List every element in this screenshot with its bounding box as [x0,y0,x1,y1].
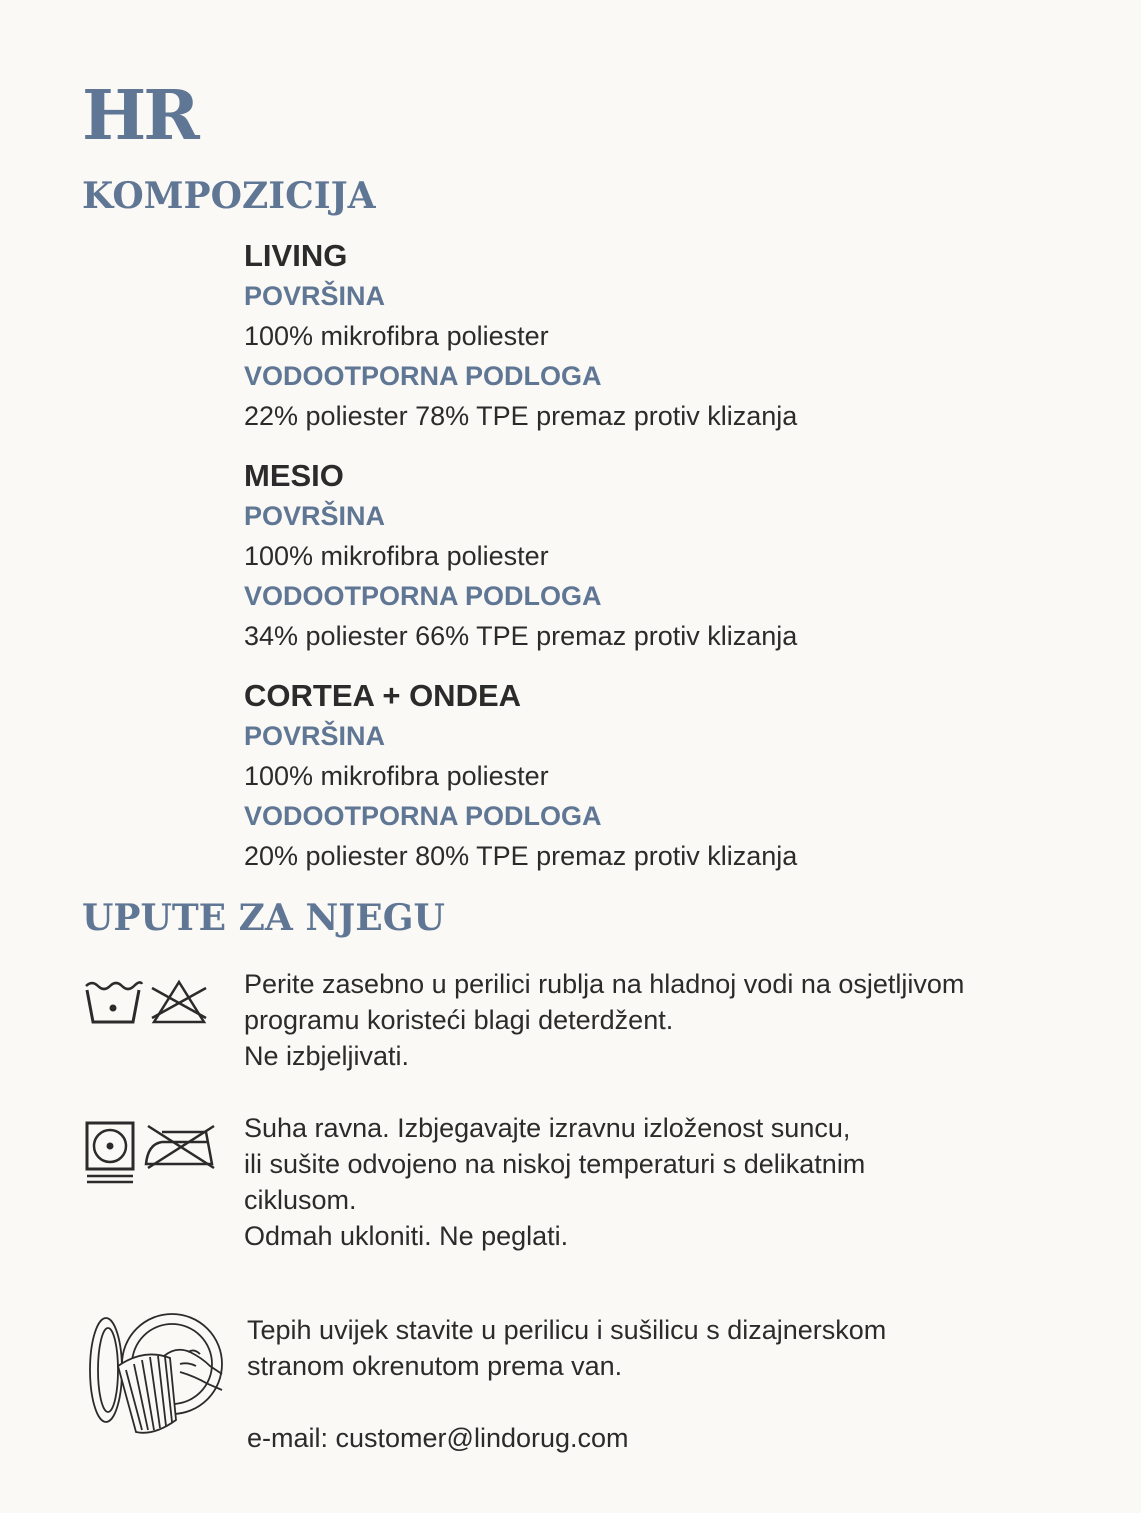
care-line: Tepih uvijek stavite u perilicu i sušilicu s dizajnerskom [247,1315,887,1345]
product-name: LIVING [244,238,348,273]
no-bleach-icon [148,978,210,1028]
care-line: ili sušite odvojeno na niskoj temperaturi s delikatnim [244,1149,866,1179]
care-line: Odmah ukloniti. Ne peglati. [244,1221,569,1251]
surface-label: POVRŠINA [244,501,386,531]
care-line: Perite zasebno u perilici rublja na hladnoj vodi na osjetljivom [244,969,965,999]
surface-value: 100% mikrofibra poliester [244,541,549,571]
backing-value: 34% poliester 66% TPE premaz protiv klizanja [244,621,798,651]
care-instruction-dry [244,1110,1084,1254]
care-instruction-rug [247,1312,1087,1384]
surface-label: POVRŠINA [244,721,386,751]
backing-value: 20% poliester 80% TPE premaz protiv klizanja [244,841,798,871]
care-line: ciklusom. [244,1185,357,1215]
product-name: CORTEA + ONDEA [244,678,522,713]
product-block-mesio [244,456,1044,656]
surface-label: POVRŠINA [244,281,386,311]
product-name: MESIO [244,458,344,493]
care-title: UPUTE ZA NJEGU [82,897,445,939]
washing-machine-rug-icon [84,1308,226,1440]
contact-email[interactable]: e-mail: customer@lindorug.com [247,1423,629,1453]
no-iron-icon [140,1122,220,1172]
composition-title: KOMPOZICIJA [82,175,376,217]
tumble-dry-low-icon [84,1120,136,1188]
care-line: Ne izbjeljivati. [244,1041,410,1071]
surface-value: 100% mikrofibra poliester [244,321,549,351]
product-block-cortea-ondea [244,676,1044,876]
care-line: programu koristeći blagi deterdžent. [244,1005,674,1035]
backing-value: 22% poliester 78% TPE premaz protiv klizanja [244,401,798,431]
language-heading: HR [82,76,197,156]
backing-label: VODOOTPORNA PODLOGA [244,581,602,611]
product-block-living [244,236,1044,436]
care-line: Suha ravna. Izbjegavajte izravnu izloženost suncu, [244,1113,851,1143]
backing-label: VODOOTPORNA PODLOGA [244,361,602,391]
wash-cold-icon [82,978,146,1028]
care-instruction-wash [244,966,1084,1074]
surface-value: 100% mikrofibra poliester [244,761,549,791]
backing-label: VODOOTPORNA PODLOGA [244,801,602,831]
care-line: stranom okrenutom prema van. [247,1351,623,1381]
